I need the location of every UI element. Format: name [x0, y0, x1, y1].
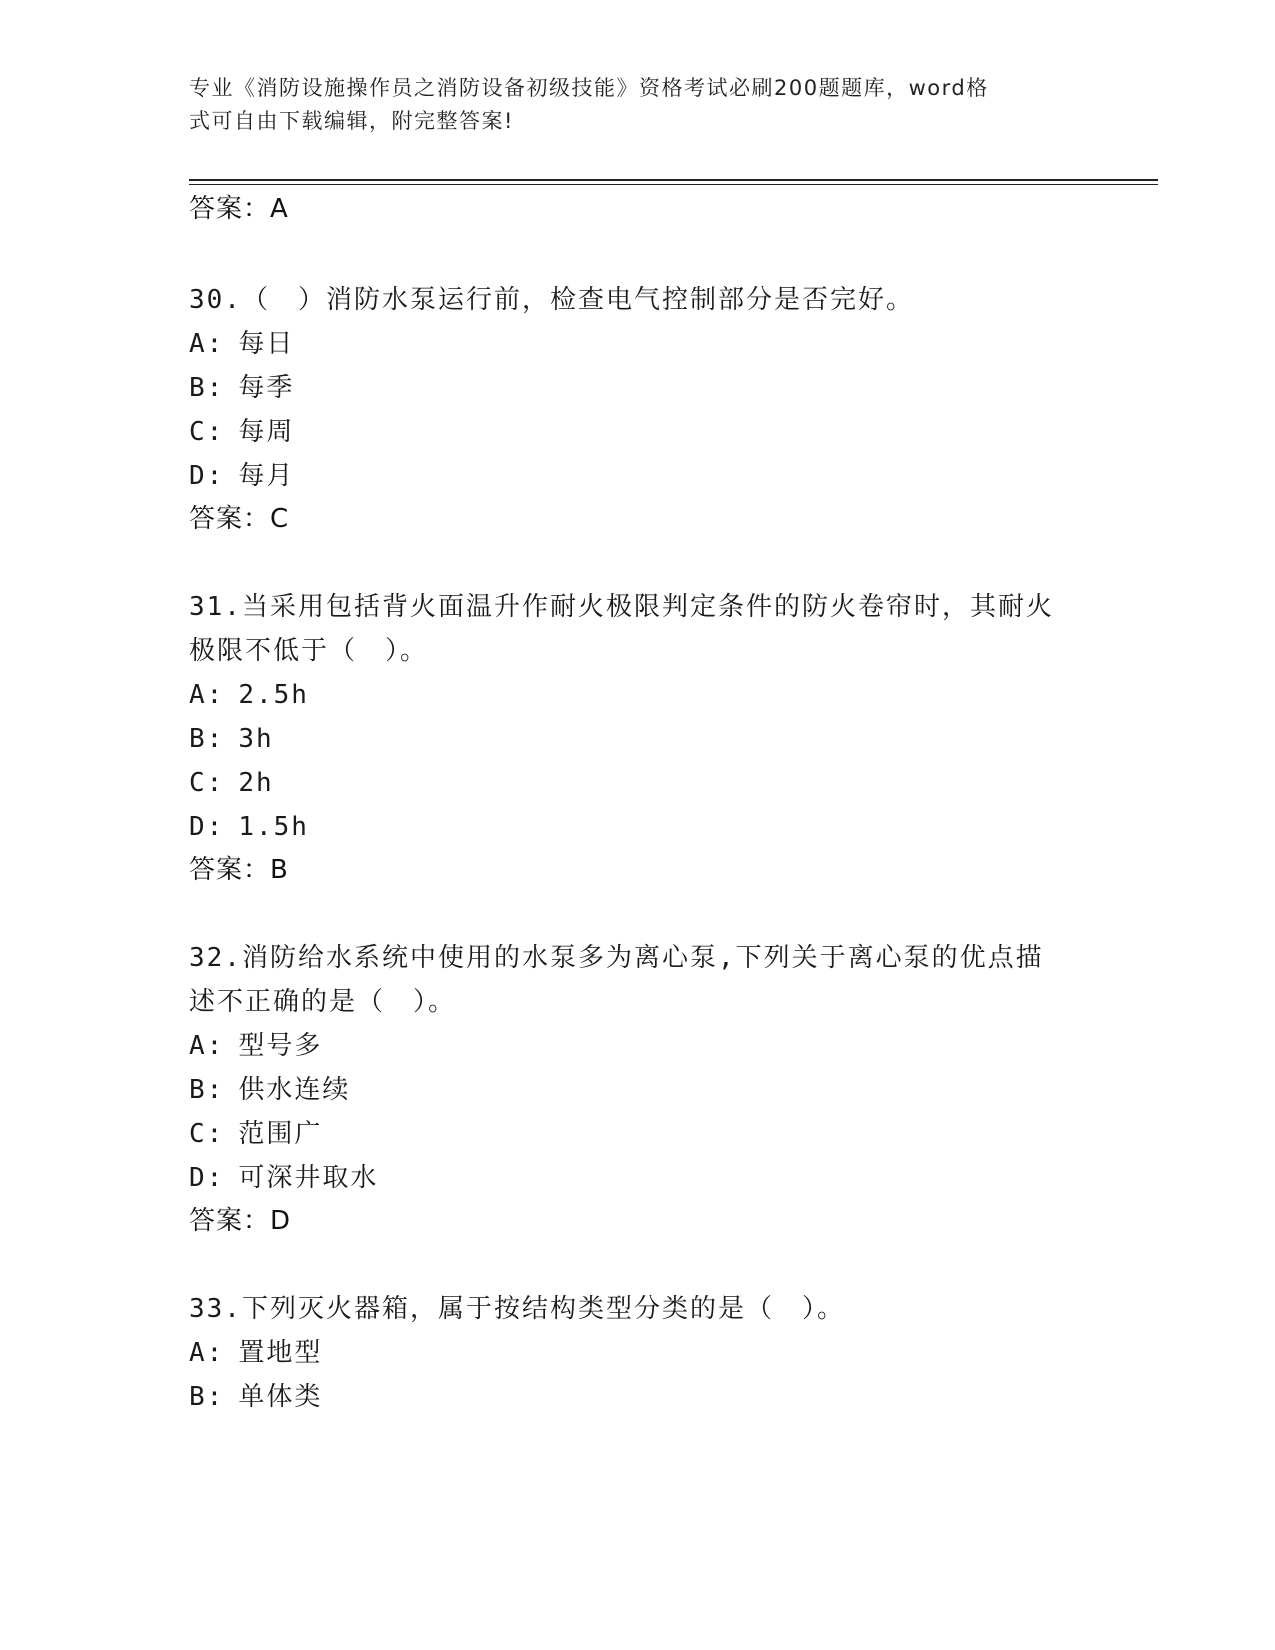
option-text: 2.5h — [238, 680, 309, 710]
option-text: 每周 — [238, 417, 295, 447]
question-33-option-a — [189, 1336, 322, 1370]
option-text: 供水连续 — [238, 1075, 351, 1105]
option-text: 可深井取水 — [238, 1163, 379, 1193]
option-label: A: — [189, 329, 225, 359]
option-label: B: — [189, 724, 225, 754]
question-32-option-c — [189, 1117, 322, 1151]
question-30-option-b — [189, 371, 294, 405]
question-31-option-c — [189, 766, 274, 800]
option-label: C: — [189, 768, 225, 798]
option-label: A: — [189, 1338, 225, 1368]
question-30-option-d — [189, 459, 294, 493]
option-text: 1.5h — [238, 812, 309, 842]
option-label: C: — [189, 417, 225, 447]
question-32-option-b — [189, 1073, 350, 1107]
question-31-option-b — [189, 722, 274, 756]
question-31-option-d — [189, 810, 309, 844]
question-32-answer: 答案：D — [189, 1206, 292, 1236]
question-31-stem-line-1: 31.当采用包括背火面温升作耐火极限判定条件的防火卷帘时，其耐火 — [189, 592, 1054, 622]
question-30-option-c — [189, 415, 294, 449]
question-33-stem: 33.下列灭火器箱，属于按结构类型分类的是（ ）。 — [189, 1294, 845, 1324]
question-30-answer: 答案：C — [189, 504, 290, 534]
option-label: D: — [189, 1163, 225, 1193]
question-31-answer: 答案：B — [189, 855, 289, 885]
option-text: 3h — [238, 724, 274, 754]
question-30-option-a — [189, 327, 294, 361]
question-32-stem-line-2: 述不正确的是（ ）。 — [189, 987, 457, 1017]
question-32-option-a — [189, 1029, 322, 1063]
previous-answer: 答案：A — [189, 194, 289, 224]
question-30-stem: 30.（ ）消防水泵运行前，检查电气控制部分是否完好。 — [189, 285, 914, 315]
document-header — [189, 72, 1089, 138]
option-label: B: — [189, 1382, 225, 1412]
question-33-option-b — [189, 1380, 322, 1414]
option-text: 型号多 — [238, 1031, 323, 1061]
question-31-stem-line-2: 极限不低于（ ）。 — [189, 636, 429, 666]
option-label: A: — [189, 1031, 225, 1061]
option-label: C: — [189, 1119, 225, 1149]
option-text: 每月 — [238, 461, 295, 491]
header-divider-thin — [189, 184, 1158, 185]
header-line-2: 式可自由下载编辑，附完整答案! — [189, 109, 514, 133]
option-label: D: — [189, 812, 225, 842]
header-line-1: 专业《消防设施操作员之消防设备初级技能》资格考试必刷200题题库，word格 — [189, 76, 989, 100]
option-text: 范围广 — [238, 1119, 323, 1149]
question-31-option-a — [189, 678, 309, 712]
option-label: D: — [189, 461, 225, 491]
question-32-option-d — [189, 1161, 378, 1195]
option-text: 单体类 — [238, 1382, 323, 1412]
option-text: 置地型 — [238, 1338, 323, 1368]
option-label: B: — [189, 373, 225, 403]
question-32-stem-line-1: 32.消防给水系统中使用的水泵多为离心泵,下列关于离心泵的优点描 — [189, 943, 1044, 973]
option-label: A: — [189, 680, 225, 710]
option-text: 2h — [238, 768, 274, 798]
option-text: 每季 — [238, 373, 295, 403]
option-label: B: — [189, 1075, 225, 1105]
header-divider-thick — [189, 179, 1158, 181]
option-text: 每日 — [238, 329, 295, 359]
